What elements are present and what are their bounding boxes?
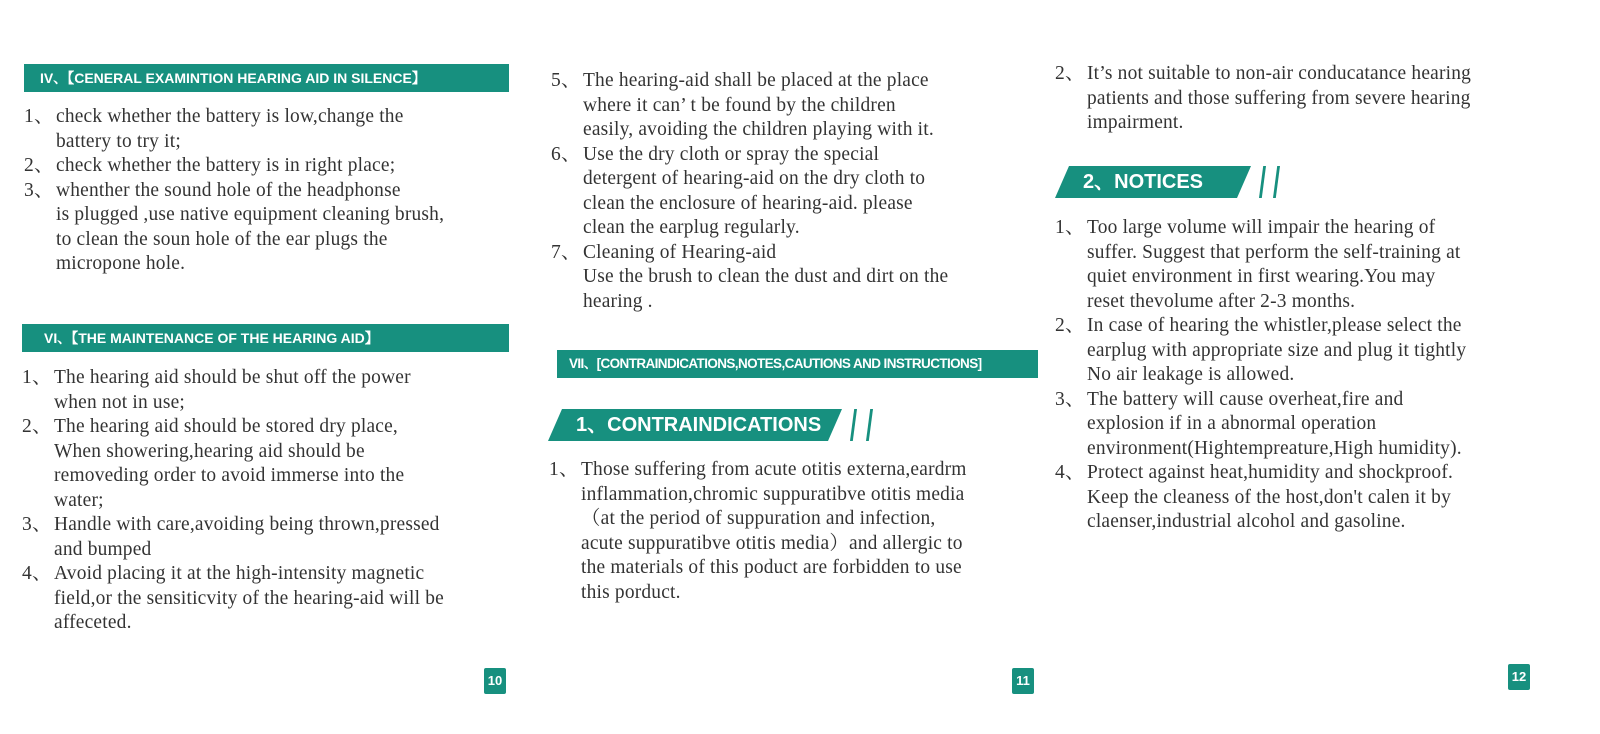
item-number: 3、 <box>22 514 52 535</box>
notices-heading: 2、NOTICES <box>1055 166 1203 198</box>
page-10 <box>0 0 540 734</box>
item-number: 2、 <box>1055 315 1085 336</box>
item-number: 4、 <box>1055 462 1085 483</box>
item-number: 7、 <box>551 241 581 263</box>
item-number: 5、 <box>551 70 581 91</box>
section-vi-heading: VI、【THE MAINTENANCE OF THE HEARING AID】 <box>22 324 509 352</box>
item-text-line: Keep the cleaness of the host,don't calen it by <box>1087 486 1451 508</box>
list-item <box>1055 461 1595 535</box>
item-text-line: The hearing aid should be shut off the power <box>54 367 411 388</box>
item-text-line: water; <box>54 489 104 511</box>
item-text-line: （at the period of suppuration and infection, <box>581 508 936 529</box>
item-text-line: It’s not suitable to non-air conducatance hearing <box>1087 63 1472 84</box>
slash-decoration <box>1259 166 1266 198</box>
item-text-line: The hearing aid should be stored dry place, <box>54 416 398 437</box>
section-iv-list <box>24 105 534 277</box>
item-text-line: impairment. <box>1087 112 1184 133</box>
slash-decoration <box>866 409 873 441</box>
item-text-line: inflammation,chromic suppuratibve otitis media <box>581 483 965 505</box>
item-number: 3、 <box>1055 388 1085 410</box>
item-text-line: field,or the sensiticvity of the hearing-aid will be <box>54 587 444 609</box>
item-text-line: clean the enclosure of hearing-aid. please <box>583 192 913 214</box>
list-item <box>1055 388 1595 462</box>
item-number: 2、 <box>1055 63 1085 84</box>
item-text-line: hearing . <box>583 290 653 312</box>
item-number: 1、 <box>1055 217 1085 238</box>
item-text-line: In case of hearing the whistler,please select the <box>1087 315 1462 336</box>
item-text-line: this porduct. <box>581 581 681 603</box>
maintenance-continued-list <box>551 69 1071 314</box>
item-number: 1、 <box>549 459 579 480</box>
item-text-line: battery to try it; <box>56 130 181 152</box>
item-text-line: claenser,industrial alcohol and gasoline. <box>1087 511 1406 532</box>
item-text-line: when not in use; <box>54 391 186 413</box>
item-text-line: The hearing-aid shall be placed at the place <box>583 70 929 91</box>
item-text-line: earplug with appropriate size and plug it tightly <box>1087 339 1467 361</box>
list-item <box>24 179 534 277</box>
contraindications-heading: 1、CONTRAINDICATIONS <box>548 409 821 441</box>
slash-decoration <box>1273 166 1280 198</box>
item-text-line: reset thevolume after 2-3 months. <box>1087 290 1356 312</box>
list-item <box>22 415 534 513</box>
list-item <box>22 513 534 562</box>
item-text-line: Use the brush to clean the dust and dirt on the <box>583 266 949 287</box>
item-number: 3、 <box>24 179 54 201</box>
item-text-line: Cleaning of Hearing-aid <box>583 241 777 263</box>
list-item <box>24 105 534 154</box>
item-text-line: Those suffering from acute otitis externa,eardrm <box>581 459 967 480</box>
item-text-line: clean the earplug regularly. <box>583 217 800 238</box>
page-11 <box>540 0 1080 734</box>
item-text-line: removeding order to avoid immerse into the <box>54 465 405 486</box>
item-text-line: to clean the soun hole of the ear plugs the <box>56 228 388 250</box>
item-number: 2、 <box>22 416 52 437</box>
list-item <box>549 458 1074 605</box>
item-text-line: easily, avoiding the children playing with it. <box>583 119 934 140</box>
item-number: 6、 <box>551 143 581 165</box>
item-text-line: Avoid placing it at the high-intensity magnetic <box>54 563 425 584</box>
item-text-line: and bumped <box>54 538 152 560</box>
item-number: 1、 <box>22 367 52 388</box>
item-text-line: Handle with care,avoiding being thrown,pressed <box>54 514 440 535</box>
page-12 <box>1055 0 1600 734</box>
item-text-line: suffer. Suggest that perform the self-training at <box>1087 241 1461 263</box>
item-number: 2、 <box>24 155 54 176</box>
list-item <box>551 143 1071 241</box>
item-number: 1、 <box>24 106 54 127</box>
item-text-line: Use the dry cloth or spray the special <box>583 143 880 165</box>
item-text-line: No air leakage is allowed. <box>1087 364 1295 385</box>
list-item <box>24 154 534 179</box>
page-number: 10 <box>484 668 506 694</box>
section-vi-list <box>22 366 534 636</box>
page-number: 11 <box>1012 668 1034 694</box>
item-text-line: environment(Hightempreature,High humidity). <box>1087 437 1462 459</box>
list-item <box>551 241 1071 315</box>
item-number: 4、 <box>22 563 52 584</box>
section-iv-heading: IV、【CENERAL EXAMINTION HEARING AID IN SILENCE】 <box>24 64 509 92</box>
item-text-line: Too large volume will impair the hearing of <box>1087 217 1436 238</box>
item-text-line: affeceted. <box>54 612 132 633</box>
item-text-line: When showering,hearing aid should be <box>54 440 365 462</box>
section-vii-heading: VII、[CONTRAINDICATIONS,NOTES,CAUTIONS AND INSTRUCTIONS] <box>557 350 1038 378</box>
notices-list <box>1055 216 1595 535</box>
item-text-line: check whether the battery is low,change the <box>56 106 404 127</box>
contraindications-list <box>549 458 1074 605</box>
slash-decoration <box>850 409 857 441</box>
item-text-line: acute suppuratibve otitis media）and allergic to <box>581 532 963 554</box>
item-text-line: quiet environment in first wearing.You may <box>1087 266 1436 287</box>
item-text-line: patients and those suffering from severe hearing <box>1087 87 1471 109</box>
item-text-line: detergent of hearing-aid on the dry cloth to <box>583 168 926 189</box>
item-text-line: Protect against heat,humidity and shockproof. <box>1087 462 1454 483</box>
page-number: 12 <box>1508 664 1530 690</box>
item-text-line: whenther the sound hole of the headphonse <box>56 179 401 201</box>
contraindications-continued-list <box>1055 62 1595 136</box>
list-item <box>22 366 534 415</box>
item-text-line: where it can’ t be found by the children <box>583 94 896 116</box>
item-text-line: explosion if in a abnormal operation <box>1087 413 1377 434</box>
list-item <box>22 562 534 636</box>
list-item <box>1055 314 1595 388</box>
item-text-line: check whether the battery is in right place; <box>56 155 396 176</box>
list-item <box>1055 62 1595 136</box>
list-item <box>1055 216 1595 314</box>
item-text-line: is plugged ,use native equipment cleaning brush, <box>56 204 445 225</box>
list-item <box>551 69 1071 143</box>
item-text-line: the materials of this poduct are forbidden to use <box>581 557 962 578</box>
item-text-line: The battery will cause overheat,fire and <box>1087 388 1404 410</box>
item-text-line: micropone hole. <box>56 253 186 274</box>
